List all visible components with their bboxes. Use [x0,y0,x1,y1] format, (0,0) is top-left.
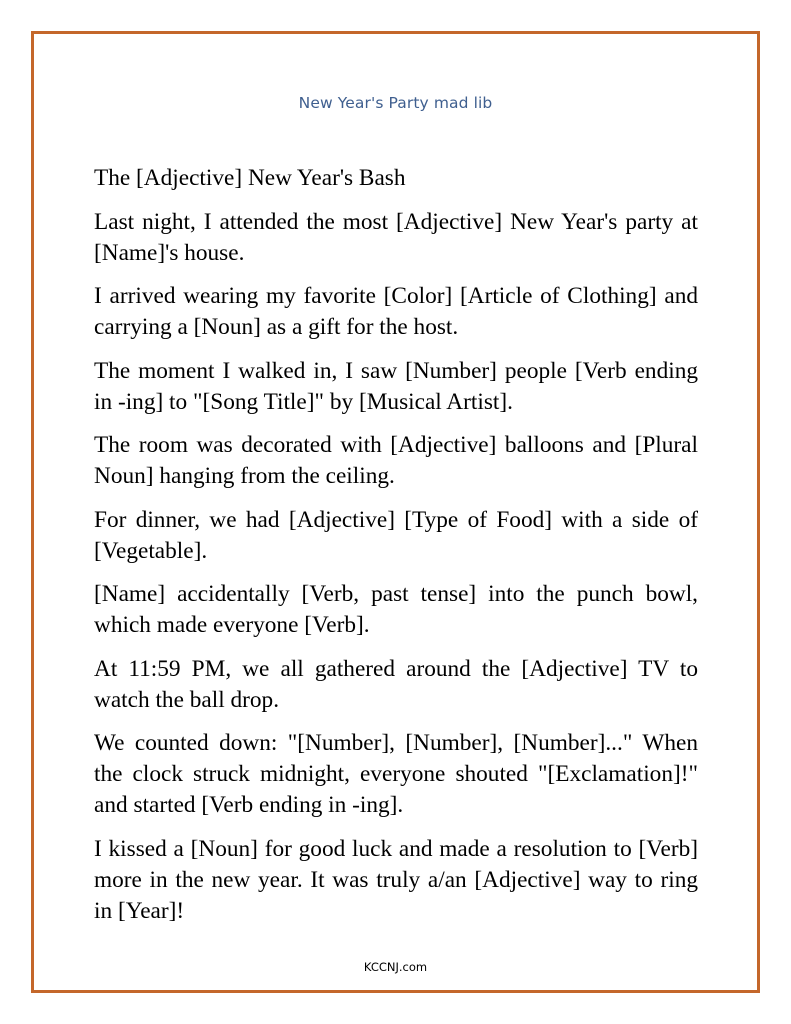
paragraph-5: For dinner, we had [Adjective] [Type of Food] with a side of [Vegetable]. [94,506,698,564]
paragraph-6: [Name] accidentally [Verb, past tense] into the punch bowl, which made everyone [Verb]. [94,581,698,638]
document-body [94,163,698,939]
paragraph-3: The moment I walked in, I saw [Number] people [Verb ending in -ing] to "[Song Title]" by [Musical Artist]. [94,357,698,415]
paragraph-9: I kissed a [Noun] for good luck and made a resolution to [Verb] more in the new year. It was truly a/an [Adjective] way to ring in [Year]! [94,835,698,924]
story-title: The [Adjective] New Year's Bash [94,165,406,191]
paragraph-7: At 11:59 PM, we all gathered around the [Adjective] TV to watch the ball drop. [94,655,698,713]
paragraph-4: The room was decorated with [Adjective] balloons and [Plural Noun] hanging from the ceiling. [94,432,698,489]
footer-site-name: KCCNJ.com [363,960,428,974]
paragraph-2: I arrived wearing my favorite [Color] [Article of Clothing] and carrying a [Noun] as a gift for the host. [94,283,698,340]
paragraph-1: Last night, I attended the most [Adjective] New Year's party at [Name]'s house. [94,208,698,266]
document-header: New Year's Party mad lib [298,94,493,112]
paragraph-8: We counted down: "[Number], [Number], [Number]..." When the clock struck midnight, everyone shouted "[Exclamation]!" and started [Verb ending in -ing]. [94,730,698,818]
